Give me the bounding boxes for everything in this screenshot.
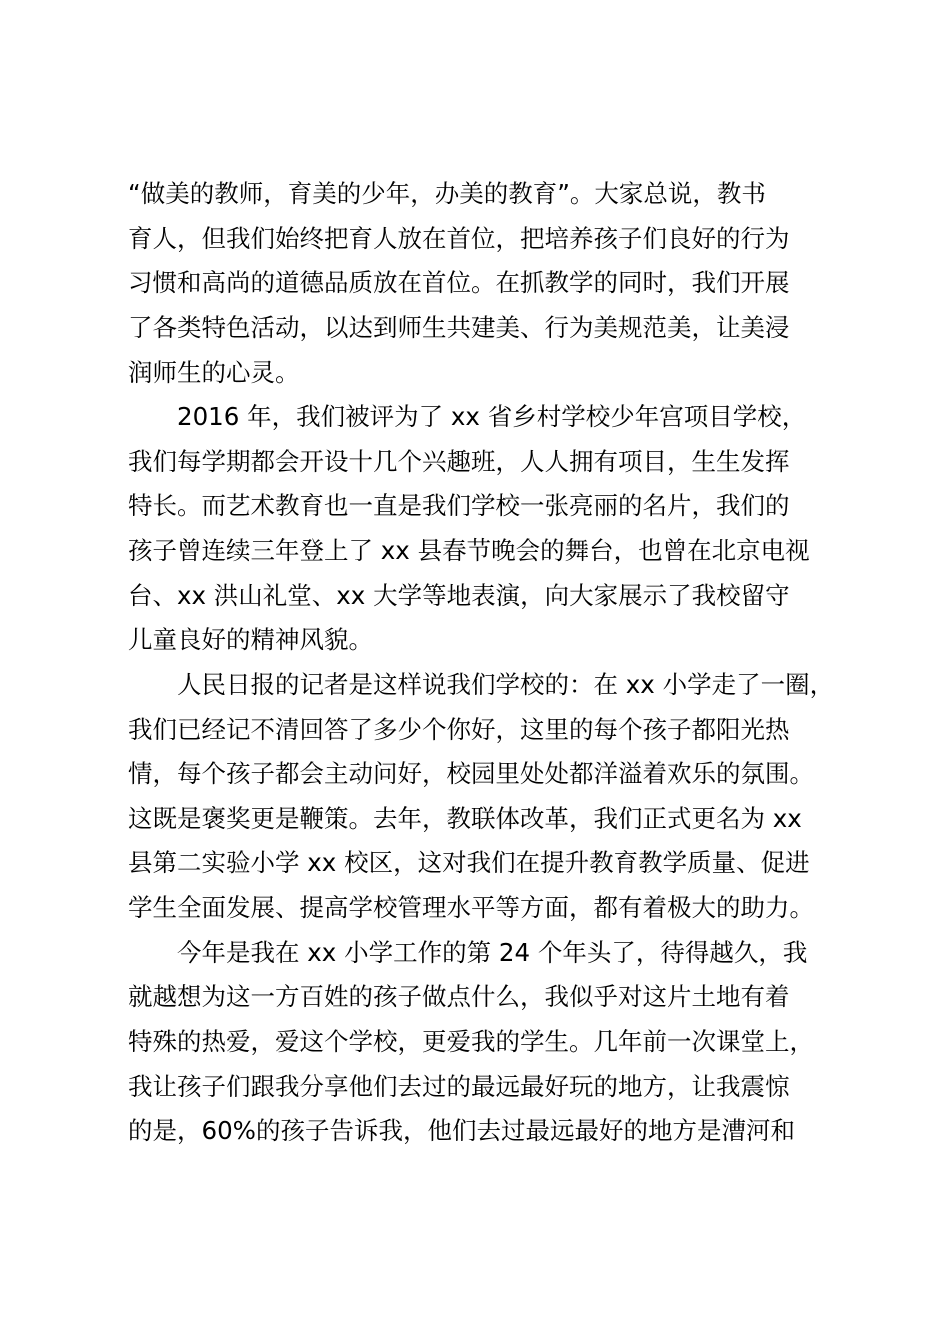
text-line: “做美的教师，育美的少年，办美的教育”。大家总说，教书 <box>128 179 766 208</box>
text-line: 这既是褒奖更是鞭策。去年，教联体改革，我们正式更名为 xx <box>128 804 802 833</box>
text-line: 我们已经记不清回答了多少个你好，这里的每个孩子都阳光热 <box>128 715 790 744</box>
text-line: 育人，但我们始终把育人放在首位，把培养孩子们良好的行为 <box>128 224 790 253</box>
text-line: 特殊的热爱，爱这个学校，更爱我的学生。几年前一次课堂上， <box>128 1027 814 1056</box>
text-line: 特长。而艺术教育也一直是我们学校一张亮丽的名片，我们的 <box>128 491 790 520</box>
text-line: 情，每个孩子都会主动问好，校园里处处都洋溢着欢乐的氛围。 <box>128 759 814 788</box>
text-line: 习惯和高尚的道德品质放在首位。在抓教学的同时，我们开展 <box>128 268 790 297</box>
text-line: 我让孩子们跟我分享他们去过的最远最好玩的地方，让我震惊 <box>128 1072 790 1101</box>
text-line: 儿童良好的精神风貌。 <box>128 625 373 654</box>
text-line: 县第二实验小学 xx 校区，这对我们在提升教育教学质量、促进 <box>128 848 810 877</box>
text-line: 了各类特色活动，以达到师生共建美、行为美规范美，让美浸 <box>128 313 790 342</box>
text-line: 孩子曾连续三年登上了 xx 县春节晚会的舞台，也曾在北京电视 <box>128 536 810 565</box>
text-line: 学生全面发展、提高学校管理水平等方面，都有着极大的助力。 <box>128 893 814 922</box>
paragraph-first-line: 人民日报的记者是这样说我们学校的：在 xx 小学走了一圈， <box>177 670 835 699</box>
text-line: 台、xx 洪山礼堂、xx 大学等地表演，向大家展示了我校留守 <box>128 581 790 610</box>
text-line: 润师生的心灵。 <box>128 358 300 387</box>
text-line: 我们每学期都会开设十几个兴趣班，人人拥有项目，生生发挥 <box>128 447 790 476</box>
paragraph-first-line: 2016 年，我们被评为了 xx 省乡村学校少年宫项目学校， <box>177 402 807 431</box>
text-line: 就越想为这一方百姓的孩子做点什么，我似乎对这片土地有着 <box>128 982 790 1011</box>
paragraph-first-line: 今年是我在 xx 小学工作的第 24 个年头了，待得越久，我 <box>177 938 808 967</box>
text-line: 的是，60%的孩子告诉我，他们去过最远最好的地方是漕河和 <box>128 1116 795 1145</box>
